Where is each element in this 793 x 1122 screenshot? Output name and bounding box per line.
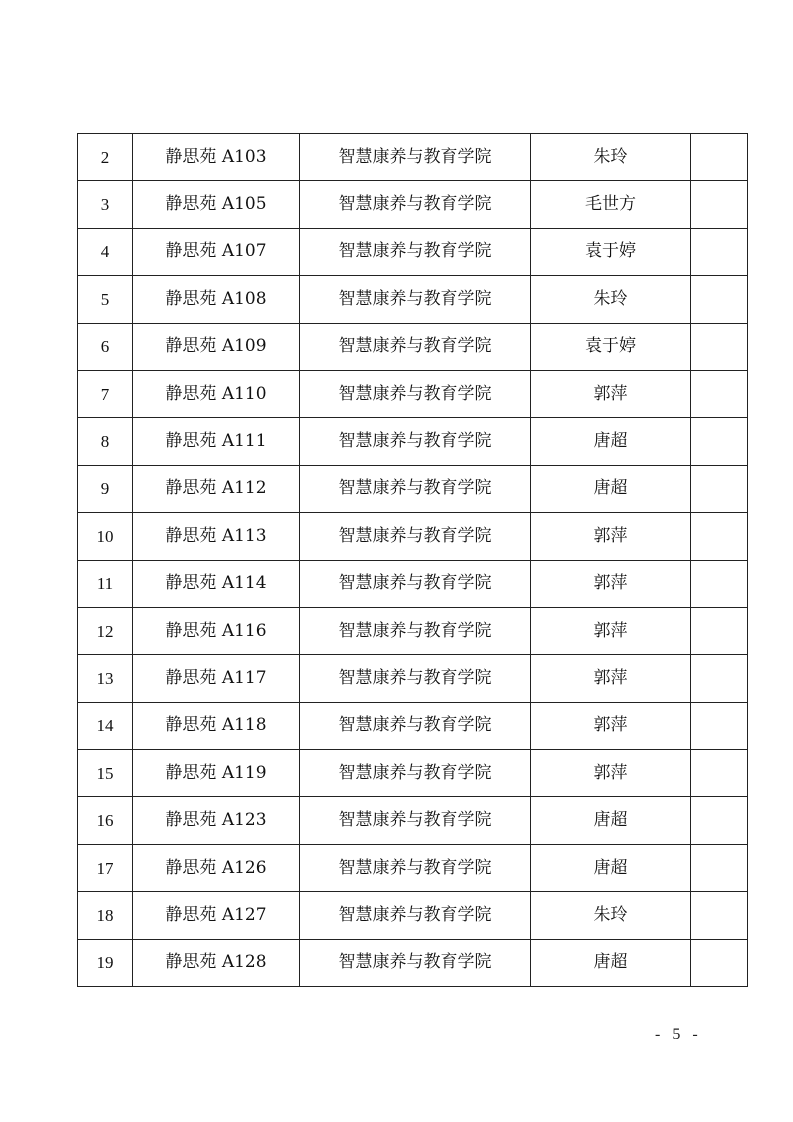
table-body [78, 134, 748, 987]
row-number-cell: 10 [78, 513, 133, 560]
row-number-cell: 16 [78, 797, 133, 844]
note-cell [691, 750, 748, 797]
college-cell: 智慧康养与教育学院 [300, 465, 531, 512]
table-row [78, 892, 748, 939]
row-number-cell: 7 [78, 370, 133, 417]
college-cell: 智慧康养与教育学院 [300, 134, 531, 181]
person-cell: 郭萍 [531, 560, 691, 607]
note-cell [691, 418, 748, 465]
person-cell: 唐超 [531, 797, 691, 844]
room-cell: 静思苑 A109 [133, 323, 300, 370]
note-cell [691, 844, 748, 891]
person-cell: 郭萍 [531, 513, 691, 560]
row-number-cell: 11 [78, 560, 133, 607]
room-cell: 静思苑 A110 [133, 370, 300, 417]
row-number-cell: 18 [78, 892, 133, 939]
note-cell [691, 276, 748, 323]
row-number-cell: 8 [78, 418, 133, 465]
room-cell: 静思苑 A105 [133, 181, 300, 228]
row-number-cell: 12 [78, 607, 133, 654]
room-cell: 静思苑 A123 [133, 797, 300, 844]
row-number-cell: 4 [78, 228, 133, 275]
note-cell [691, 607, 748, 654]
table-row [78, 750, 748, 797]
college-cell: 智慧康养与教育学院 [300, 892, 531, 939]
college-cell: 智慧康养与教育学院 [300, 228, 531, 275]
person-cell: 郭萍 [531, 702, 691, 749]
table-row [78, 276, 748, 323]
person-cell: 郭萍 [531, 607, 691, 654]
table-row [78, 939, 748, 986]
room-cell: 静思苑 A112 [133, 465, 300, 512]
row-number-cell: 6 [78, 323, 133, 370]
room-cell: 静思苑 A111 [133, 418, 300, 465]
note-cell [691, 465, 748, 512]
person-cell: 朱玲 [531, 892, 691, 939]
table-row [78, 797, 748, 844]
college-cell: 智慧康养与教育学院 [300, 323, 531, 370]
page-number: - 5 - [655, 1026, 702, 1043]
room-cell: 静思苑 A113 [133, 513, 300, 560]
table-row [78, 134, 748, 181]
note-cell [691, 560, 748, 607]
table-row [78, 323, 748, 370]
note-cell [691, 370, 748, 417]
person-cell: 唐超 [531, 465, 691, 512]
college-cell: 智慧康养与教育学院 [300, 276, 531, 323]
college-cell: 智慧康养与教育学院 [300, 939, 531, 986]
college-cell: 智慧康养与教育学院 [300, 702, 531, 749]
college-cell: 智慧康养与教育学院 [300, 418, 531, 465]
table-row [78, 181, 748, 228]
person-cell: 朱玲 [531, 134, 691, 181]
note-cell [691, 228, 748, 275]
row-number-cell: 3 [78, 181, 133, 228]
table-row [78, 465, 748, 512]
room-cell: 静思苑 A114 [133, 560, 300, 607]
room-cell: 静思苑 A127 [133, 892, 300, 939]
room-cell: 静思苑 A126 [133, 844, 300, 891]
note-cell [691, 797, 748, 844]
college-cell: 智慧康养与教育学院 [300, 560, 531, 607]
college-cell: 智慧康养与教育学院 [300, 513, 531, 560]
room-cell: 静思苑 A103 [133, 134, 300, 181]
table-row [78, 560, 748, 607]
note-cell [691, 134, 748, 181]
note-cell [691, 513, 748, 560]
row-number-cell: 19 [78, 939, 133, 986]
row-number-cell: 9 [78, 465, 133, 512]
person-cell: 郭萍 [531, 750, 691, 797]
person-cell: 朱玲 [531, 276, 691, 323]
room-cell: 静思苑 A107 [133, 228, 300, 275]
college-cell: 智慧康养与教育学院 [300, 750, 531, 797]
note-cell [691, 181, 748, 228]
table-row [78, 655, 748, 702]
college-cell: 智慧康养与教育学院 [300, 607, 531, 654]
room-cell: 静思苑 A119 [133, 750, 300, 797]
person-cell: 袁于婷 [531, 228, 691, 275]
room-cell: 静思苑 A108 [133, 276, 300, 323]
table-row [78, 228, 748, 275]
note-cell [691, 702, 748, 749]
note-cell [691, 892, 748, 939]
row-number-cell: 14 [78, 702, 133, 749]
person-cell: 袁于婷 [531, 323, 691, 370]
college-cell: 智慧康养与教育学院 [300, 844, 531, 891]
college-cell: 智慧康养与教育学院 [300, 797, 531, 844]
room-cell: 静思苑 A128 [133, 939, 300, 986]
room-cell: 静思苑 A118 [133, 702, 300, 749]
person-cell: 唐超 [531, 939, 691, 986]
dormitory-table [77, 133, 748, 987]
table-row [78, 702, 748, 749]
row-number-cell: 13 [78, 655, 133, 702]
table-row [78, 370, 748, 417]
person-cell: 郭萍 [531, 655, 691, 702]
room-cell: 静思苑 A117 [133, 655, 300, 702]
person-cell: 毛世方 [531, 181, 691, 228]
person-cell: 郭萍 [531, 370, 691, 417]
note-cell [691, 655, 748, 702]
person-cell: 唐超 [531, 418, 691, 465]
row-number-cell: 17 [78, 844, 133, 891]
note-cell [691, 323, 748, 370]
person-cell: 唐超 [531, 844, 691, 891]
table-row [78, 513, 748, 560]
college-cell: 智慧康养与教育学院 [300, 655, 531, 702]
college-cell: 智慧康养与教育学院 [300, 181, 531, 228]
table-row [78, 418, 748, 465]
room-cell: 静思苑 A116 [133, 607, 300, 654]
table-row [78, 844, 748, 891]
note-cell [691, 939, 748, 986]
table-row [78, 607, 748, 654]
row-number-cell: 2 [78, 134, 133, 181]
college-cell: 智慧康养与教育学院 [300, 370, 531, 417]
row-number-cell: 15 [78, 750, 133, 797]
row-number-cell: 5 [78, 276, 133, 323]
